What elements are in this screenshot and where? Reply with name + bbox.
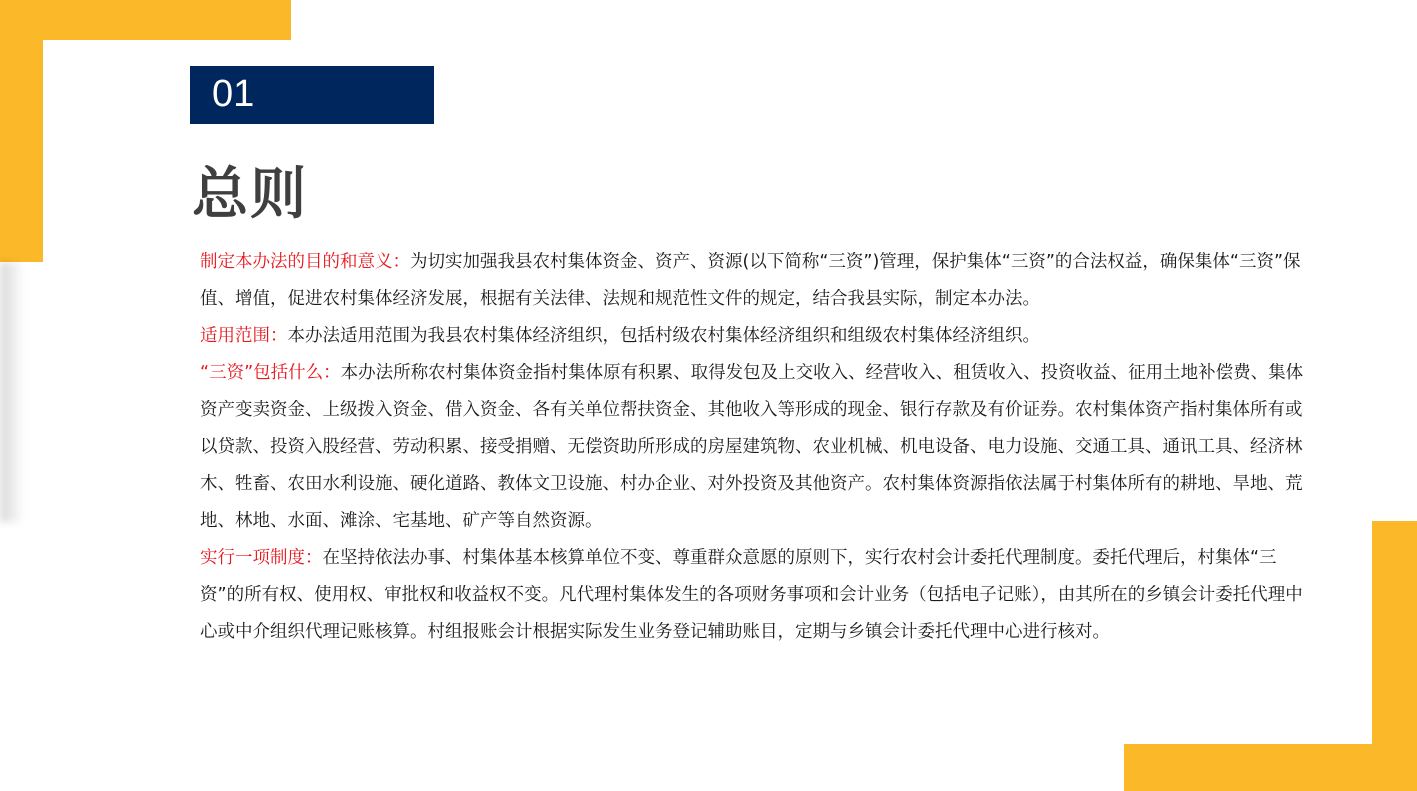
paragraph-label: 适用范围： xyxy=(200,326,288,346)
paragraph-three-assets xyxy=(200,355,1312,540)
paragraph-system xyxy=(200,540,1312,651)
paragraph-text: 本办法适用范围为我县农村集体经济组织，包括村级农村集体经济组织和组级农村集体经济组织。 xyxy=(287,326,1040,346)
paragraph-label: “三资”包括什么： xyxy=(200,363,341,383)
decorative-left-shadow xyxy=(0,262,24,522)
decorative-bottom-bar xyxy=(1124,744,1417,791)
paragraph-label: 实行一项制度： xyxy=(200,548,323,568)
paragraph-text: 在坚持依法办事、村集体基本核算单位不变、尊重群众意愿的原则下，实行农村会计委托代理制度。委托代理后，村集体“三资”的所有权、使用权、审批权和收益权不变。凡代理村集体发生的各项财务事项和会计业务（包括电子记账），由其所在的乡镇会计委托代理中心或中介组织代理记账核算。村组报账会计根据实际发生业务登记辅助账目，定期与乡镇会计委托代理中心进行核对。 xyxy=(200,548,1303,642)
section-number-badge xyxy=(190,66,434,124)
paragraph-text: 本办法所称农村集体资金指村集体原有积累、取得发包及上交收入、经营收入、租赁收入、投资收益、征用土地补偿费、集体资产变卖资金、上级拨入资金、借入资金、各有关单位帮扶资金、其他收入等形成的现金、银行存款及有价证券。农村集体资产指村集体所有或以贷款、投资入股经营、劳动积累、接受捐赠、无偿资助所形成的房屋建筑物、农业机械、机电设备、电力设施、交通工具、通讯工具、经济林木、牲畜、农田水利设施、硬化道路、教体文卫设施、村办企业、对外投资及其他资产。农村集体资源指依法属于村集体所有的耕地、旱地、荒地、林地、水面、滩涂、宅基地、矿产等自然资源。 xyxy=(200,363,1304,531)
page-title: 总则 xyxy=(192,162,308,227)
paragraph-purpose xyxy=(200,244,1312,318)
decorative-left-bar xyxy=(0,0,43,262)
content-body xyxy=(200,244,1312,651)
paragraph-scope xyxy=(200,318,1312,355)
paragraph-text: 为切实加强我县农村集体资金、资产、资源(以下简称“三资”)管理，保护集体“三资”的合法权益，确保集体“三资”保值、增值，促进农村集体经济发展，根据有关法律、法规和规范性文件的规定，结合我县实际，制定本办法。 xyxy=(200,252,1301,309)
paragraph-label: 制定本办法的目的和意义： xyxy=(200,252,410,272)
decorative-top-bar xyxy=(0,0,291,40)
section-number: 01 xyxy=(212,73,255,115)
